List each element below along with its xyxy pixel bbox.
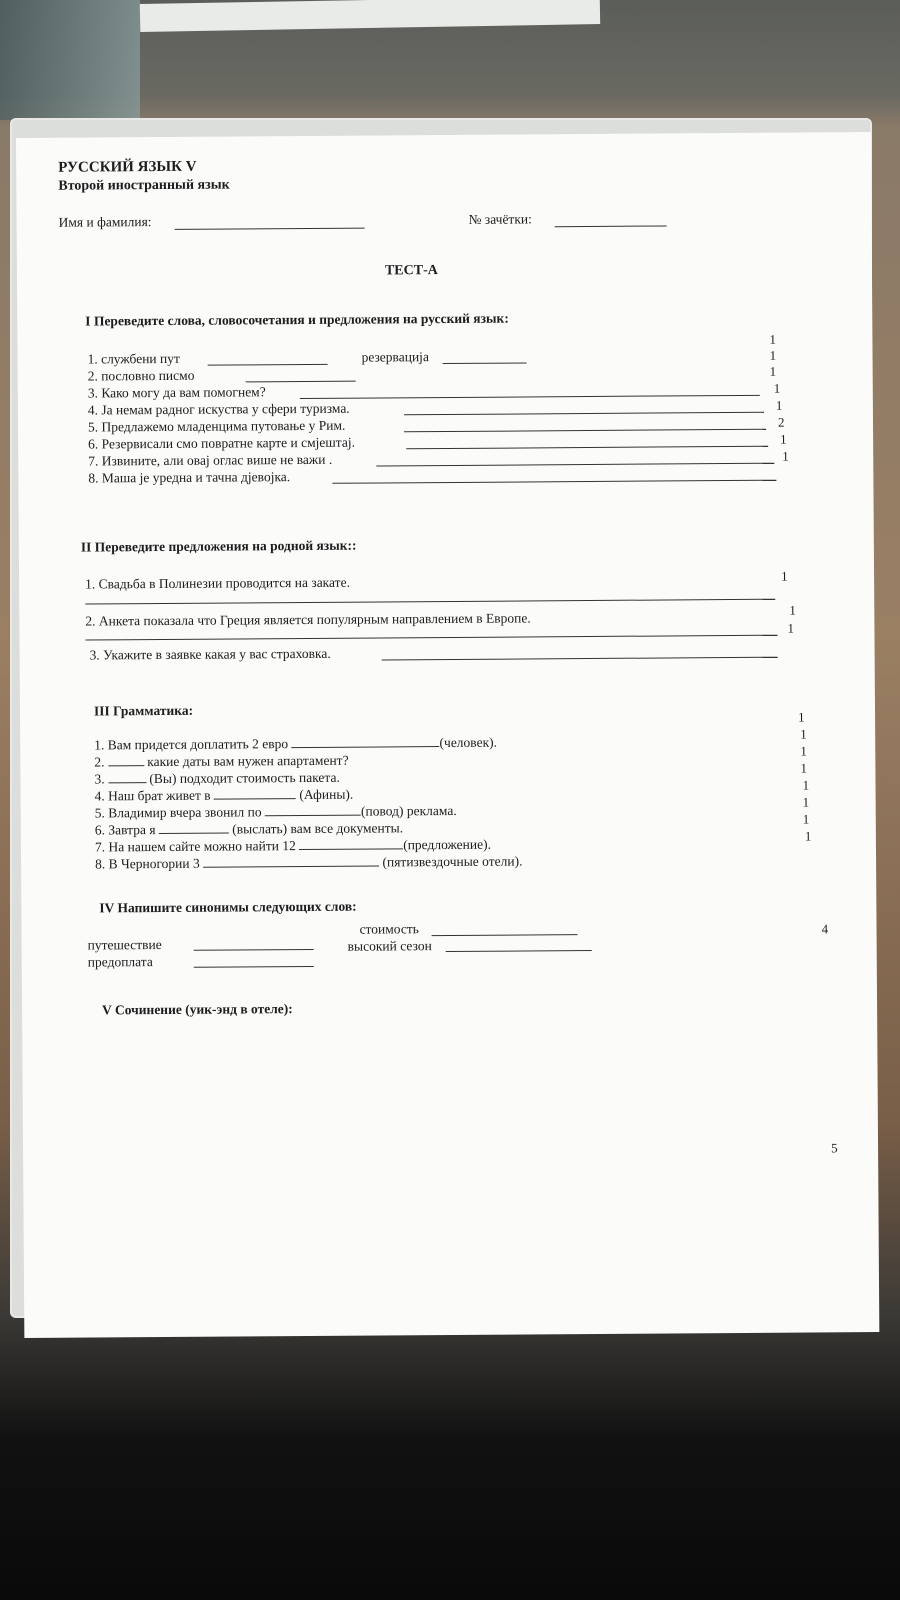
s3-blank-1[interactable] [291,735,439,748]
s3-blank-4[interactable] [214,787,296,800]
s3-points-4: 1 [800,760,807,776]
s3-item-7-text: 7. На нашем сайте можно найти 12 [94,838,296,855]
s2-item-3: 3. Укажите в заявке какая у вас страховка. [89,645,331,663]
s3-item-3 [94,770,339,788]
record-number-label: № зачётки: [468,211,532,227]
s3-item-4-hint: (Афины). [299,786,354,803]
s1-item-1: 1. службени пут [87,350,180,367]
s2-item-1: 1. Свадьба в Полинезии проводится на закате. [85,574,350,592]
s3-item-1-text: 1. Вам придется доплатить 2 евро [94,736,289,753]
s1-answer-line-8[interactable] [332,480,776,484]
s3-item-4-text: 4. Наш брат живет в [94,787,211,804]
s4-points: 4 [821,921,829,937]
s3-item-5 [95,803,457,822]
synonym-word-4: высокий сезон [347,938,432,954]
s1-points-2: 1 [769,347,777,363]
s1-answer-line-6[interactable] [406,446,768,450]
s3-item-1 [94,735,497,754]
s2-points-2: 1 [789,602,796,618]
s3-points-3: 1 [800,743,807,759]
s1-item-5: 5. Предлажемо младенцима путовање у Рим. [87,417,346,435]
s2-answer-line-3[interactable] [382,657,778,661]
s1-item-4: 4. Ја немам радног искуства у сфери туризма. [87,400,350,418]
s3-points-8: 1 [804,828,812,844]
s3-points-6: 1 [802,794,810,810]
course-subtitle: Второй иностранный язык [58,177,230,194]
s3-item-7-hint: (предложение). [403,836,491,853]
s3-points-5: 1 [802,777,810,793]
section-3-heading: III Грамматика: [93,702,194,719]
s1-points-7: 1 [780,431,787,447]
test-title: ТЕСТ-А [384,263,438,279]
section-5-heading: V Сочинение (уик-энд в отеле): [102,1001,293,1018]
s3-item-8 [95,853,522,872]
s1-points-8: 1 [782,448,789,464]
s3-item-2 [94,753,348,771]
synonym-word-1: путешествие [87,937,162,953]
s1-points-5: 1 [775,397,783,413]
s3-item-2-hint: какие даты вам нужен апартамент? [147,752,349,770]
s5-points: 5 [831,1140,838,1156]
s3-points-1: 1 [798,709,805,725]
s1-answer-line-2[interactable] [246,381,356,383]
background-paper-stack [140,0,600,32]
s1-answer-line-7[interactable] [376,463,774,467]
s3-blank-2[interactable] [108,754,144,766]
synonym-answer-line-2[interactable] [194,966,314,968]
s1-item-7: 7. Извините, али овај оглас више не важи . [88,451,333,469]
s3-item-5-text: 5. Владимир вчера звонил по [94,804,262,821]
s3-points-2: 1 [800,726,807,742]
s3-blank-7[interactable] [299,837,403,850]
s3-item-4 [95,787,354,805]
section-2-heading: II Переведите предложения на родной язык:: [80,537,357,555]
name-field-line[interactable] [175,228,365,230]
synonym-word-2: предоплата [87,954,153,970]
s3-item-7 [95,837,491,856]
section-1-heading: I Переведите слова, словосочетания и предложения на русский язык: [85,310,509,329]
s1-item-1b: резервација [361,349,429,365]
s3-item-3-text: 3. [94,771,105,787]
s1-answer-line-5[interactable] [404,429,766,433]
s2-answer-line-2[interactable] [86,635,778,641]
s2-item-2: 2. Анкета показала что Греция является популярным направлением в Европе. [85,610,531,629]
s1-answer-line-4[interactable] [404,412,764,416]
s3-item-8-text: 8. В Черногории 3 [95,855,200,872]
background-binder [0,0,140,120]
s2-answer-line-1[interactable] [85,599,775,605]
s1-answer-line-3[interactable] [300,395,760,399]
s1-item-6: 6. Резервисали смо повратне карте и смјештај. [88,434,355,452]
s1-points-1: 1 [769,331,776,347]
s3-item-8-hint: (пятизвездочные отели). [382,853,523,870]
s3-blank-3[interactable] [108,771,146,783]
s2-points-1: 1 [781,568,788,584]
section-4-heading: IV Напишите синонимы следующих слов: [99,898,357,916]
s2-points-3: 1 [787,620,794,636]
synonym-answer-line-4[interactable] [446,950,592,952]
s3-blank-6[interactable] [159,822,229,834]
s3-blank-5[interactable] [265,804,361,817]
course-title: РУССКИЙ ЯЗЫК V [58,158,197,176]
s1-points-3: 1 [769,363,777,379]
s3-item-1-hint: (человек). [439,734,498,751]
s1-points-4: 1 [773,380,781,396]
s1-answer-line-1[interactable] [208,364,328,366]
s3-item-6-hint: (выслать) вам все документы. [232,820,404,837]
s1-item-8: 8. Маша је уредна и тачна дјевојка. [88,469,291,486]
s3-item-5-hint: (повод) реклама. [360,802,457,819]
s3-points-7: 1 [802,811,810,827]
s1-item-2: 2. пословно писмо [87,367,195,384]
synonym-word-3: стоимость [359,921,419,937]
name-label: Имя и фамилия: [58,214,152,230]
s1-answer-line-1b[interactable] [443,362,527,364]
s3-item-3-hint: (Вы) подходит стоимость пакета. [149,769,340,787]
s1-points-6: 2 [777,414,785,430]
synonym-answer-line-1[interactable] [194,949,314,951]
synonym-answer-line-3[interactable] [432,934,578,936]
s3-item-6 [95,820,403,838]
s1-item-3: 3. Како могу да вам помогнем? [87,384,266,401]
record-number-field-line[interactable] [555,225,667,227]
s3-item-6-text: 6. Завтра я [94,822,156,838]
s3-blank-8[interactable] [203,854,379,867]
s3-item-2-text: 2. [94,754,105,770]
test-sheet [16,132,879,1338]
